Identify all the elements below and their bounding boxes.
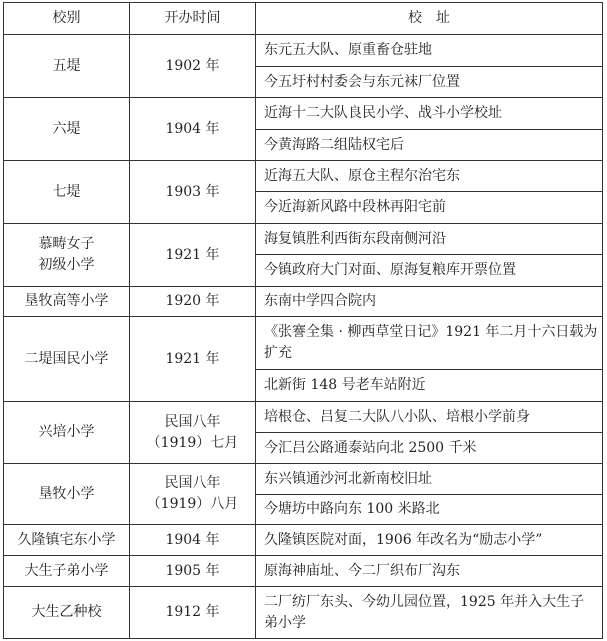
school-address: 今五圩村村委会与东元袜厂位置 bbox=[256, 67, 603, 98]
school-address: 今近海新风路中段林再阳宅前 bbox=[256, 192, 603, 224]
table-row bbox=[4, 98, 603, 130]
founded-time: 1920 年 bbox=[130, 287, 256, 317]
table-row bbox=[4, 287, 603, 317]
table-row bbox=[4, 35, 603, 67]
header-row bbox=[4, 3, 603, 35]
table-body bbox=[4, 35, 603, 639]
school-address: 近海十二大队良民小学、战斗小学校址 bbox=[256, 98, 603, 130]
school-name: 垦牧高等小学 bbox=[4, 287, 130, 317]
table-row bbox=[4, 161, 603, 192]
founded-time: 1904 年 bbox=[130, 525, 256, 556]
table-row bbox=[4, 464, 603, 495]
school-name: 大生乙种校 bbox=[4, 587, 130, 639]
table-row bbox=[4, 587, 603, 639]
school-address: 海复镇胜利西街东段南侧河沿 bbox=[256, 224, 603, 255]
founded-time: 1904 年 bbox=[130, 98, 256, 161]
schools-table bbox=[3, 2, 603, 639]
founded-time: 1921 年 bbox=[130, 224, 256, 287]
founded-time: 民国八年 （1919）八月 bbox=[130, 464, 256, 525]
table-row bbox=[4, 556, 603, 587]
school-address: 近海五大队、原仓主程尔治宅东 bbox=[256, 161, 603, 192]
header-address: 校 址 bbox=[256, 3, 603, 35]
school-address: 今镇政府大门对面、原海复粮库开票位置 bbox=[256, 255, 603, 287]
school-name: 大生子弟小学 bbox=[4, 556, 130, 587]
school-address: 《张謇全集 · 柳西草堂日记》1921 年二月十六日载为扩充 bbox=[256, 317, 603, 370]
founded-time: 1912 年 bbox=[130, 587, 256, 639]
school-address: 东南中学四合院内 bbox=[256, 287, 603, 317]
founded-time: 民国八年 （1919）七月 bbox=[130, 402, 256, 464]
school-name: 慕畴女子 初级小学 bbox=[4, 224, 130, 287]
school-address: 原海神庙址、今二厂织布厂沟东 bbox=[256, 556, 603, 587]
founded-time: 1903 年 bbox=[130, 161, 256, 224]
school-address: 培根仓、吕复二大队八小队、培根小学前身 bbox=[256, 402, 603, 433]
table-row bbox=[4, 317, 603, 370]
school-address: 今黄海路二组陆权宅后 bbox=[256, 130, 603, 161]
school-address: 东元五大队、原重畜仓驻地 bbox=[256, 35, 603, 67]
school-name: 垦牧小学 bbox=[4, 464, 130, 525]
school-name: 久隆镇宅东小学 bbox=[4, 525, 130, 556]
school-address: 久隆镇医院对面，1906 年改名为“励志小学” bbox=[256, 525, 603, 556]
header-school: 校别 bbox=[4, 3, 130, 35]
founded-time: 1905 年 bbox=[130, 556, 256, 587]
school-name: 七堤 bbox=[4, 161, 130, 224]
school-address: 东兴镇通沙河北新南校旧址 bbox=[256, 464, 603, 495]
table-row bbox=[4, 224, 603, 255]
founded-time: 1902 年 bbox=[130, 35, 256, 98]
school-address: 北新街 148 号老车站附近 bbox=[256, 370, 603, 402]
school-address: 二厂纺厂东头、今幼儿园位置，1925 年并入大生子弟小学 bbox=[256, 587, 603, 639]
school-name: 二堤国民小学 bbox=[4, 317, 130, 402]
table-row bbox=[4, 402, 603, 433]
table-row bbox=[4, 525, 603, 556]
school-name: 五堤 bbox=[4, 35, 130, 98]
school-name: 六堤 bbox=[4, 98, 130, 161]
school-name: 兴培小学 bbox=[4, 402, 130, 464]
founded-time: 1921 年 bbox=[130, 317, 256, 402]
header-founded: 开办时间 bbox=[130, 3, 256, 35]
school-address: 今汇吕公路通泰站向北 2500 千米 bbox=[256, 433, 603, 464]
school-address: 今塘坊中路向东 100 米路北 bbox=[256, 495, 603, 525]
